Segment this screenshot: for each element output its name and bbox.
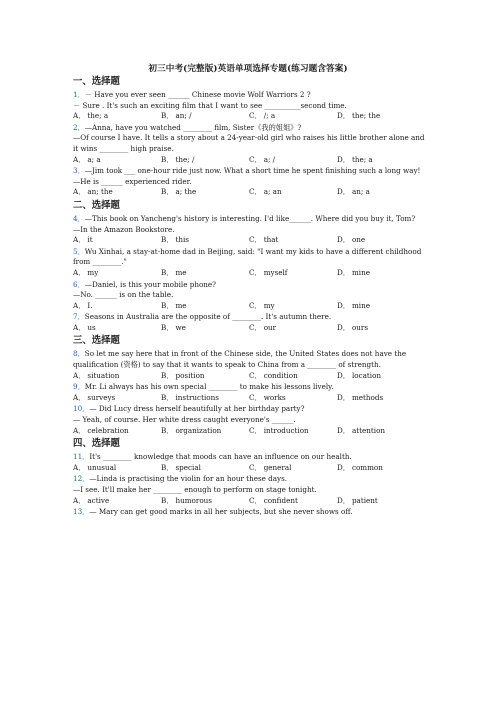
question-text: Wu Xinhai, a stay-at-home dad in Beijing, said: "I want my kids to have a different childhood from ________.": [73, 246, 422, 267]
question: [73, 280, 431, 312]
option-a[interactable]: [73, 268, 161, 279]
option-c[interactable]: [249, 268, 337, 279]
option-b[interactable]: [161, 268, 249, 279]
option-a[interactable]: [73, 111, 161, 122]
option-text: an; the: [87, 187, 113, 197]
option-text: this: [175, 235, 189, 245]
option-text: methods: [351, 392, 384, 402]
question-text: — Mary can get good marks in all her subjects, but she never shows off.: [89, 507, 353, 517]
option-letter: C．: [249, 300, 262, 310]
option-text: ours: [351, 322, 369, 332]
question-stem: [73, 280, 431, 291]
question-text: — Yeah, of course. Her white dress caught everyone's ______.: [73, 415, 296, 425]
option-b[interactable]: [161, 371, 249, 382]
option-letter: C．: [249, 370, 262, 380]
question-text: —Of course I have. It tells a story about a 24-year-old girl who raises his little brother alone and it wins ________ high praise.: [73, 133, 425, 153]
option-b[interactable]: [161, 496, 249, 507]
option-text: the; /: [175, 154, 195, 164]
option-text: a; the: [175, 187, 197, 197]
option-b[interactable]: [161, 426, 249, 437]
question-line: [73, 133, 431, 154]
section-heading: 二、选择题: [73, 199, 120, 211]
option-letter: D．: [337, 187, 350, 197]
option-a[interactable]: [73, 187, 161, 198]
option-text: mine: [351, 267, 370, 277]
question-stem: [73, 404, 431, 415]
options-row: [73, 155, 431, 166]
option-text: unusual: [87, 462, 117, 472]
option-d[interactable]: [337, 393, 425, 404]
options-row: [73, 301, 431, 312]
question-line: [73, 225, 431, 236]
options-row: [73, 187, 431, 198]
option-letter: C．: [249, 235, 262, 245]
option-a[interactable]: [73, 393, 161, 404]
options-row: [73, 371, 431, 382]
question-number: 13．: [73, 507, 90, 517]
question-number: 10．: [73, 404, 90, 414]
option-text: works: [263, 392, 286, 402]
question: [73, 214, 431, 246]
option-letter: D．: [337, 111, 350, 121]
option-a[interactable]: [73, 463, 161, 474]
option-letter: D．: [337, 235, 350, 245]
option-a[interactable]: [73, 496, 161, 507]
question-number: 8．: [73, 349, 85, 359]
option-d[interactable]: [337, 268, 425, 279]
page-title: 初三中考(完整版)英语单项选择专题(练习题含答案): [148, 64, 348, 74]
option-letter: B．: [161, 300, 174, 310]
option-text: special: [175, 462, 201, 472]
option-letter: C．: [249, 154, 262, 164]
option-text: the; a: [87, 111, 109, 121]
option-text: an; /: [175, 111, 192, 121]
option-d[interactable]: [337, 463, 425, 474]
question-number: 6．: [73, 279, 85, 289]
option-a[interactable]: [73, 371, 161, 382]
question: [73, 123, 431, 165]
option-letter: B．: [161, 235, 174, 245]
option-letter: B．: [161, 154, 174, 164]
option-letter: A．: [73, 370, 86, 380]
option-letter: D．: [337, 425, 350, 435]
option-letter: D．: [337, 267, 350, 277]
option-letter: C．: [249, 495, 262, 505]
question-text: Mr. Li always has his own special ________ to make his lessons lively.: [84, 382, 334, 392]
question-stem: [73, 452, 431, 463]
question-text: － Have you ever seen ______ Chinese movie Wolf Warriors 2 ?: [84, 90, 311, 99]
option-letter: D．: [337, 154, 350, 164]
option-text: general: [263, 462, 292, 472]
option-letter: B．: [161, 462, 174, 472]
option-letter: C．: [249, 267, 262, 277]
option-letter: D．: [337, 370, 350, 380]
question-number: 5．: [73, 246, 85, 256]
option-letter: B．: [161, 187, 174, 197]
option-b[interactable]: [161, 111, 249, 122]
option-letter: A．: [73, 267, 86, 277]
option-text: an; a: [351, 187, 370, 197]
option-letter: D．: [337, 392, 350, 402]
question-stem: [73, 166, 431, 177]
question-number: 3．: [73, 166, 85, 176]
option-c[interactable]: [249, 301, 337, 312]
option-text: surveys: [87, 392, 116, 402]
question-text: Seasons in Australia are the opposite of ________. It's autumn there.: [84, 312, 332, 322]
option-b[interactable]: [161, 323, 249, 334]
option-c[interactable]: [249, 235, 337, 246]
option-b[interactable]: [161, 393, 249, 404]
option-d[interactable]: [337, 111, 425, 122]
option-c[interactable]: [249, 463, 337, 474]
question-text: — Did Lucy dress herself beautifully at her birthday party?: [89, 404, 305, 414]
option-text: situation: [87, 370, 120, 380]
option-text: humorous: [175, 495, 212, 505]
option-letter: C．: [249, 187, 262, 197]
option-letter: C．: [249, 111, 262, 121]
question-text: － Sure . It's such an exciting film that I want to see __________second time.: [73, 100, 347, 110]
option-d[interactable]: [337, 496, 425, 507]
question-stem: [73, 123, 431, 134]
option-letter: A．: [73, 425, 86, 435]
option-text: instructions: [175, 392, 219, 402]
question-text: —In the Amazon Bookstore.: [73, 224, 175, 234]
question-text: So let me say here that in front of the Chinese side, the United States does not have the qualification (资格) to say that it wants to speak to China from a ________ of strength.: [73, 349, 407, 370]
question-number: 2．: [73, 122, 85, 132]
option-letter: A．: [73, 392, 86, 402]
section-heading: 四、选择题: [73, 438, 120, 450]
option-text: it: [87, 235, 93, 245]
question: [73, 312, 431, 333]
question-number: 7．: [73, 312, 85, 322]
option-text: I.: [87, 300, 93, 310]
question-line: [73, 290, 431, 301]
option-text: introduction: [263, 425, 309, 435]
option-text: a; /: [263, 154, 276, 164]
option-letter: B．: [161, 267, 174, 277]
option-text: us: [87, 322, 96, 332]
question-number: 9．: [73, 382, 85, 392]
option-text: the; a: [351, 154, 373, 164]
option-text: me: [175, 300, 187, 310]
option-letter: C．: [249, 392, 262, 402]
question-text: —Daniel, is this your mobile phone?: [84, 279, 217, 289]
question-line: [73, 177, 431, 188]
question: [73, 166, 431, 198]
question-stem: [73, 312, 431, 323]
question-text: —This book on Yancheng's history is interesting. I'd like______. Where did you buy it, Tom?: [84, 213, 416, 223]
option-b[interactable]: [161, 187, 249, 198]
option-text: celebration: [87, 425, 129, 435]
option-letter: B．: [161, 370, 174, 380]
option-c[interactable]: [249, 426, 337, 437]
option-letter: A．: [73, 235, 86, 245]
question-number: 4．: [73, 213, 85, 223]
option-letter: C．: [249, 462, 262, 472]
question-list: [73, 74, 431, 519]
options-row: [73, 111, 431, 122]
option-letter: A．: [73, 300, 86, 310]
question-line: [73, 415, 431, 426]
option-text: that: [263, 235, 279, 245]
question-text: —I see. It'll make her ________ enough to perform on stage tonight.: [73, 485, 317, 494]
section-heading: 三、选择题: [73, 335, 120, 347]
option-d[interactable]: [337, 301, 425, 312]
option-c[interactable]: [249, 323, 337, 334]
option-text: me: [175, 267, 187, 277]
option-text: we: [175, 322, 186, 332]
question-text: —Anna, have you watched ________ film, Sister《我的姐姐》?: [84, 122, 302, 132]
question-stem: [73, 382, 431, 393]
option-c[interactable]: [249, 111, 337, 122]
option-letter: A．: [73, 111, 86, 121]
option-letter: D．: [337, 300, 350, 310]
option-b[interactable]: [161, 155, 249, 166]
question-text: It's ________ knowledge that moods can have an influence on our health.: [89, 452, 352, 462]
question-stem: [73, 247, 431, 268]
question-number: 11．: [73, 452, 90, 462]
question-stem: [73, 474, 431, 485]
question: [73, 382, 431, 403]
option-text: my: [87, 267, 99, 277]
option-letter: A．: [73, 187, 86, 197]
option-b[interactable]: [161, 301, 249, 312]
option-text: mine: [351, 300, 370, 310]
option-letter: D．: [337, 462, 350, 472]
question: [73, 349, 431, 381]
option-c[interactable]: [249, 371, 337, 382]
option-a[interactable]: [73, 323, 161, 334]
option-letter: B．: [161, 425, 174, 435]
question-number: 1．: [73, 90, 85, 99]
option-c[interactable]: [249, 155, 337, 166]
question-text: —No. ______ is on the table.: [73, 290, 174, 300]
question-stem: [73, 507, 431, 518]
option-b[interactable]: [161, 235, 249, 246]
option-c[interactable]: [249, 187, 337, 198]
option-a[interactable]: [73, 301, 161, 312]
question-text: —Linda is practising the violin for an hour these days.: [89, 474, 288, 484]
option-letter: C．: [249, 322, 262, 332]
options-row: [73, 235, 431, 246]
option-text: confident: [263, 495, 298, 505]
options-row: [73, 393, 431, 404]
option-d[interactable]: [337, 235, 425, 246]
option-text: organization: [175, 425, 222, 435]
option-letter: B．: [161, 322, 174, 332]
options-row: [73, 426, 431, 437]
option-text: /; a: [263, 111, 276, 121]
option-letter: A．: [73, 462, 86, 472]
option-text: location: [351, 370, 382, 380]
option-letter: D．: [337, 495, 350, 505]
option-text: our: [263, 322, 277, 332]
question: [73, 474, 431, 506]
option-c[interactable]: [249, 496, 337, 507]
option-letter: A．: [73, 495, 86, 505]
question: [73, 507, 431, 518]
question-line: [73, 485, 431, 496]
question-text: —He is ______ experienced rider.: [73, 176, 192, 186]
question: [73, 247, 431, 279]
option-text: a; a: [87, 154, 101, 164]
option-letter: B．: [161, 392, 174, 402]
option-letter: A．: [73, 322, 86, 332]
option-text: patient: [351, 495, 378, 505]
option-text: one: [351, 235, 366, 245]
option-text: attention: [351, 425, 386, 435]
question: [73, 404, 431, 436]
option-a[interactable]: [73, 235, 161, 246]
question-number: 12．: [73, 474, 90, 484]
option-text: condition: [263, 370, 298, 380]
option-d[interactable]: [337, 323, 425, 334]
option-letter: A．: [73, 154, 86, 164]
option-text: position: [175, 370, 205, 380]
options-row: [73, 323, 431, 334]
option-letter: B．: [161, 495, 174, 505]
option-text: a; an: [263, 187, 282, 197]
option-d[interactable]: [337, 187, 425, 198]
options-row: [73, 463, 431, 474]
question-stem: [73, 214, 431, 225]
option-d[interactable]: [337, 155, 425, 166]
option-b[interactable]: [161, 463, 249, 474]
option-letter: C．: [249, 425, 262, 435]
question-stem: [73, 349, 431, 370]
option-letter: B．: [161, 111, 174, 121]
question: [73, 90, 431, 122]
option-text: active: [87, 495, 110, 505]
option-c[interactable]: [249, 393, 337, 404]
option-text: the; the: [351, 111, 381, 121]
options-row: [73, 268, 431, 279]
question: [73, 452, 431, 473]
section-heading: 一、选择题: [73, 76, 120, 87]
option-a[interactable]: [73, 155, 161, 166]
option-text: my: [263, 300, 275, 310]
option-text: myself: [263, 267, 288, 277]
option-d[interactable]: [337, 371, 425, 382]
option-text: common: [351, 462, 383, 472]
question-stem: [73, 90, 431, 101]
option-a[interactable]: [73, 426, 161, 437]
option-letter: D．: [337, 322, 350, 332]
question-text: —Jim took ___ one-hour ride just now. What a short time he spent finishing such a long way!: [84, 166, 421, 176]
question-line: [73, 101, 431, 112]
option-d[interactable]: [337, 426, 425, 437]
options-row: [73, 496, 431, 507]
